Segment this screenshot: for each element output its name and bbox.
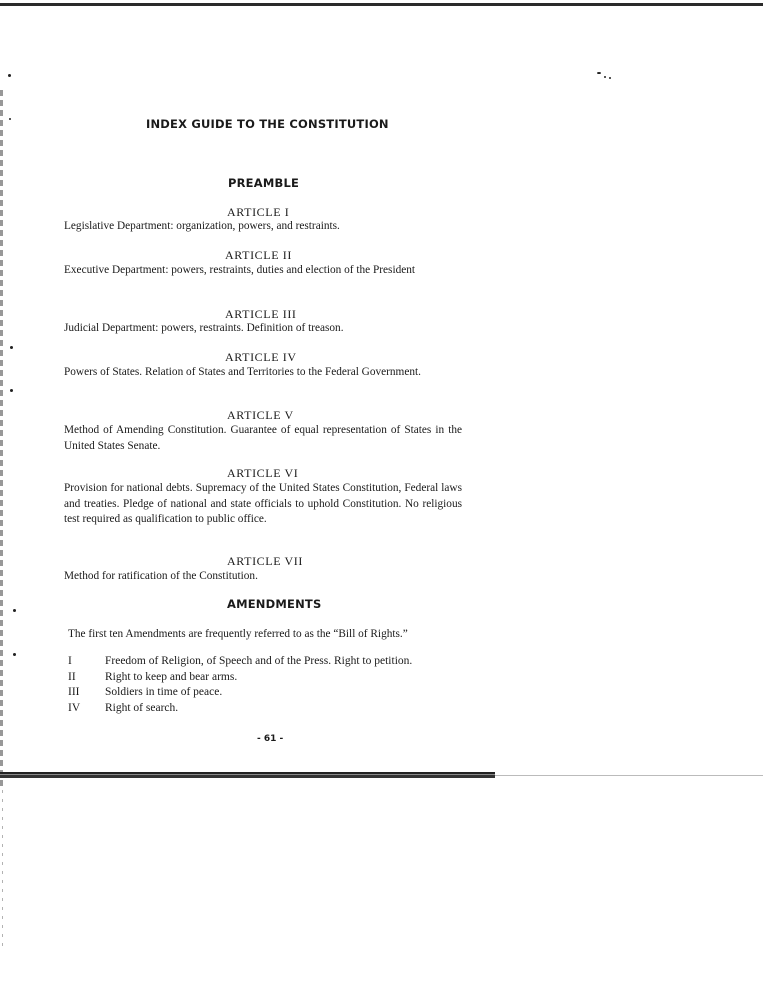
amendment-text: Right to keep and bear arms.	[105, 671, 238, 683]
article-6-text: Provision for national debts. Supremacy of the United States Constitution, Federal laws and treaties. Pledge of national and state officials to uphold Constitution. No religious test required as qualification to public office.	[64, 482, 462, 525]
bottom-scan-edge	[0, 772, 495, 778]
amendment-text: Right of search.	[105, 702, 179, 714]
article-1-title: ARTICLE I	[227, 205, 290, 219]
amendment-number: III	[68, 686, 80, 698]
amendment-row	[68, 655, 412, 667]
article-3-text: Judicial Department: powers, restraints. Definition of treason.	[64, 322, 344, 334]
amendments-heading: AMENDMENTS	[227, 597, 322, 611]
article-2-title: ARTICLE II	[225, 248, 292, 262]
preamble-heading: PREAMBLE	[228, 176, 300, 190]
article-5-text: Method of Amending Constitution. Guarantee of equal representation of States in the United States Senate.	[64, 424, 462, 452]
amendment-number: I	[68, 655, 72, 667]
amendment-number: II	[68, 671, 76, 683]
article-4-text: Powers of States. Relation of States and Territories to the Federal Government.	[64, 366, 421, 378]
amendment-row	[68, 686, 222, 698]
amendment-number: IV	[68, 702, 81, 714]
amendment-row	[68, 671, 237, 683]
page-number: - 61 -	[257, 734, 284, 744]
article-4-title: ARTICLE IV	[225, 350, 297, 364]
bottom-scan-edge-faint	[495, 775, 763, 776]
amendment-row	[68, 702, 178, 714]
article-1-text: Legislative Department: organization, powers, and restraints.	[64, 220, 340, 232]
article-5-title: ARTICLE V	[227, 408, 294, 422]
article-2-text: Executive Department: powers, restraints, duties and election of the President	[64, 264, 416, 276]
article-7-title: ARTICLE VII	[227, 554, 303, 568]
article-7-text: Method for ratification of the Constitution.	[64, 570, 258, 582]
article-6-title: ARTICLE VI	[227, 466, 299, 480]
document-title: INDEX GUIDE TO THE CONSTITUTION	[146, 117, 389, 131]
amendment-text: Soldiers in time of peace.	[105, 686, 223, 698]
amendment-text: Freedom of Religion, of Speech and of the Press. Right to petition.	[105, 655, 413, 667]
amendments-intro: The first ten Amendments are frequently referred to as the “Bill of Rights.”	[68, 628, 408, 640]
article-3-title: ARTICLE III	[225, 307, 297, 321]
